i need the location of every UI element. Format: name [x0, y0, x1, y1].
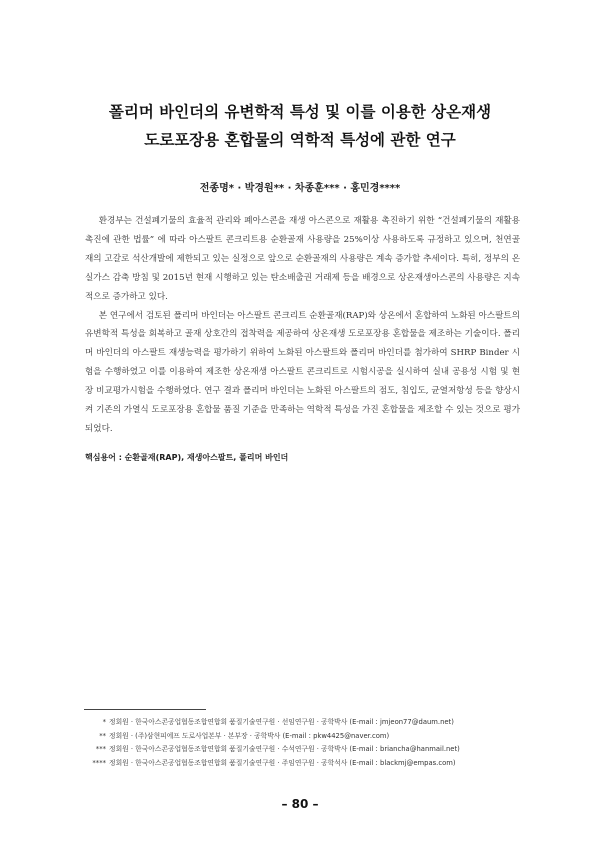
footnote-1 — [80, 716, 520, 730]
keywords: 핵심용어 : 순환골재(RAP), 재생아스팔트, 폴리머 바인더 — [85, 453, 289, 462]
abstract-paragraph-2: 본 연구에서 검토된 폴리머 바인더는 아스팔트 콘크리트 순환골재(RAP)와 상온에서 혼합하여 노화된 아스팔트의 유변학적 특성을 회복하고 골재 상호간의 접착력을 제공하여 상온재생 도로포장용 혼합물을 제조하는 기술이다. 폴리머 바인더의 아스팔트 재생능력을 평가하기 위하여 노화된 아스팔트와 폴리머 바인더를 첨가하여 SHRP Binder 시험을 수행하였고 이를 이용하여 제조한 상온재생 아스팔트 콘크리트로 시험시공을 실시하여 실내 공용성 시험 및 현장 비교평가시험을 수행하였다. 연구 결과 폴리머 바인더는 노화된 아스팔트의 점도, 침입도, 균열저항성 등을 향상시켜 기존의 가열식 도로포장용 혼합물 품질 기준을 만족하는 역학적 특성을 가진 혼합물을 제조할 수 있는 것으로 평가되었다. — [85, 310, 520, 434]
paper-title-line-2: 도로포장용 혼합물의 역학적 특성에 관한 연구 — [144, 131, 456, 149]
footnote-mark: ** — [99, 731, 106, 740]
abstract-paragraph-1: 환경부는 건설폐기물의 효율적 관리와 폐아스콘을 재생 아스콘으로 재활용 촉진하기 위한 “건설폐기물의 재활용촉진에 관한 법률” 에 따라 아스팔트 콘크리트용 순환골재 사용량을 25%이상 사용하도록 규정하고 있으며, 천연골재의 고갈로 석산개발에 제한되고 있는 실정으로 앞으로 순환골재의 사용량은 계속 증가할 추세이다. 특히, 정부의 온실가스 감축 방침 및 2015년 현재 시행하고 있는 탄소배출권 거래제 등을 배경으로 상온재생아스콘의 사용량은 지속적으로 증가하고 있다. — [85, 216, 520, 302]
footnote-4 — [80, 757, 520, 771]
author-list: 전종명* · 박경원** · 차종훈*** · 홍민경**** — [199, 183, 401, 194]
footnote-2 — [80, 730, 520, 744]
footnote-text: 정회원 · 한국아스콘공업협동조합연합회 품질기술연구원 · 수석연구원 · 공학박사 (E-mail : briancha@hanmail.net) — [109, 745, 460, 753]
footnote-text: 정회원 · (주)삼현피에프 도로사업본부 · 본부장 · 공학박사 (E-mail : pkw4425@naver.com) — [109, 731, 390, 740]
footnotes — [80, 716, 520, 770]
footnote-mark: * — [102, 718, 106, 726]
footnote-text: 정회원 · 한국아스콘공업협동조합연합회 품질기술연구원 · 주임연구원 · 공학석사 (E-mail : blackmj@empas.com) — [109, 758, 456, 767]
footnote-mark: *** — [95, 745, 106, 753]
paper-title-line-1: 폴리머 바인더의 유변학적 특성 및 이를 이용한 상온재생 — [108, 103, 492, 121]
footnote-3 — [80, 743, 520, 757]
footnote-divider — [84, 709, 206, 710]
page-number: – 80 – — [281, 797, 319, 811]
footnote-mark: **** — [92, 758, 106, 767]
footnote-text: 정회원 · 한국아스콘공업협동조합연합회 품질기술연구원 · 선임연구원 · 공학박사 (E-mail : jmjeon77@daum.net) — [109, 718, 454, 726]
abstract — [85, 212, 520, 439]
